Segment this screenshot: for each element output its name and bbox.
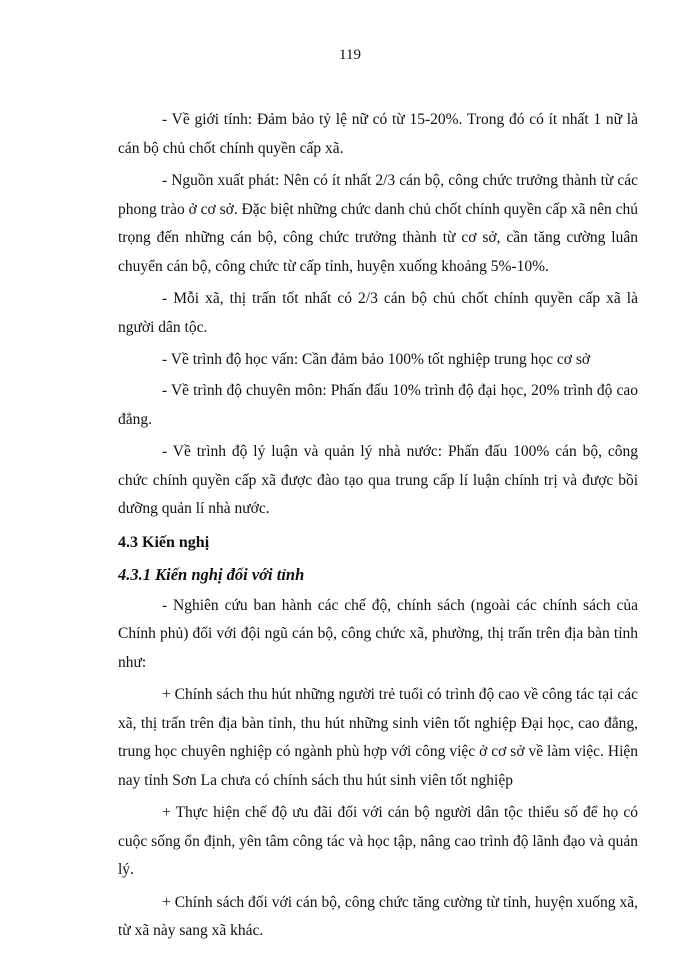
paragraph-education: - Về trình độ học vấn: Cần đảm bảo 100% tốt nghiệp trung học cơ sở [162,351,591,368]
paragraph-ethnic: - Mỗi xã, thị trấn tốt nhất có 2/3 cán bộ chủ chốt chính quyền cấp xã là người dân tộc. [118,290,638,336]
paragraph-reinforcement-policy: + Chính sách đối với cán bộ, công chức tăng cường từ tỉnh, huyện xuống xã, từ xã này sang xã khác. [118,893,638,939]
subsection-heading-province: 4.3.1 Kiến nghị đối với tỉnh [118,564,305,584]
paragraph-professional: - Về trình độ chuyên môn: Phấn đấu 10% trình độ đại học, 20% trình độ cao đẳng. [118,382,638,428]
paragraph-theory: - Về trình độ lý luận và quản lý nhà nước: Phấn đấu 100% cán bộ, công chức chính quyền cấp xã được đào tạo qua trung cấp lí luận chính trị và được bồi dưỡng quản lí nhà nước. [118,443,638,517]
paragraph-attract-policy: + Chính sách thu hút những người trẻ tuổi có trình độ cao về công tác tại các xã, thị trấn trên địa bàn tỉnh, thu hút những sinh viên tốt nghiệp Đại học, cao đẳng, trung học chuyên nghiệp có ngành phù hợp với công việc ở cơ sở về làm việc. Hiện nay tỉnh Sơn La chưa có chính sách thu hút sinh viên tốt nghiệp [118,686,638,789]
document-body [118,106,638,950]
section-heading-recommendations: 4.3 Kiến nghị [118,533,210,551]
paragraph-ethnic-preferential: + Thực hiện chế độ ưu đãi đối với cán bộ người dân tộc thiểu số để họ có cuộc sống ổn định, yên tâm công tác và học tập, nâng cao trình độ lãnh đạo và quản lý. [118,804,638,878]
paragraph-origin: - Nguồn xuất phát: Nên có ít nhất 2/3 cán bộ, công chức trưởng thành từ các phong trào ở cơ sở. Đặc biệt những chức danh chủ chốt chính quyền cấp xã nên chú trọng đến những cán bộ, công chức trưởng thành từ cơ sở, cần tăng cường luân chuyển cán bộ, công chức từ cấp tỉnh, huyện xuống khoảng 5%-10%. [118,172,639,275]
paragraph-research-policy: - Nghiên cứu ban hành các chế độ, chính sách (ngoài các chính sách của Chính phủ) đối với đội ngũ cán bộ, công chức xã, phường, thị trấn trên địa bàn tỉnh như: [118,596,638,671]
paragraph-gender: - Về giới tính: Đảm bảo tỷ lệ nữ có từ 15-20%. Trong đó có ít nhất 1 nữ là cán bộ chủ chốt chính quyền cấp xã. [118,111,638,157]
page-number: 119 [339,47,361,63]
